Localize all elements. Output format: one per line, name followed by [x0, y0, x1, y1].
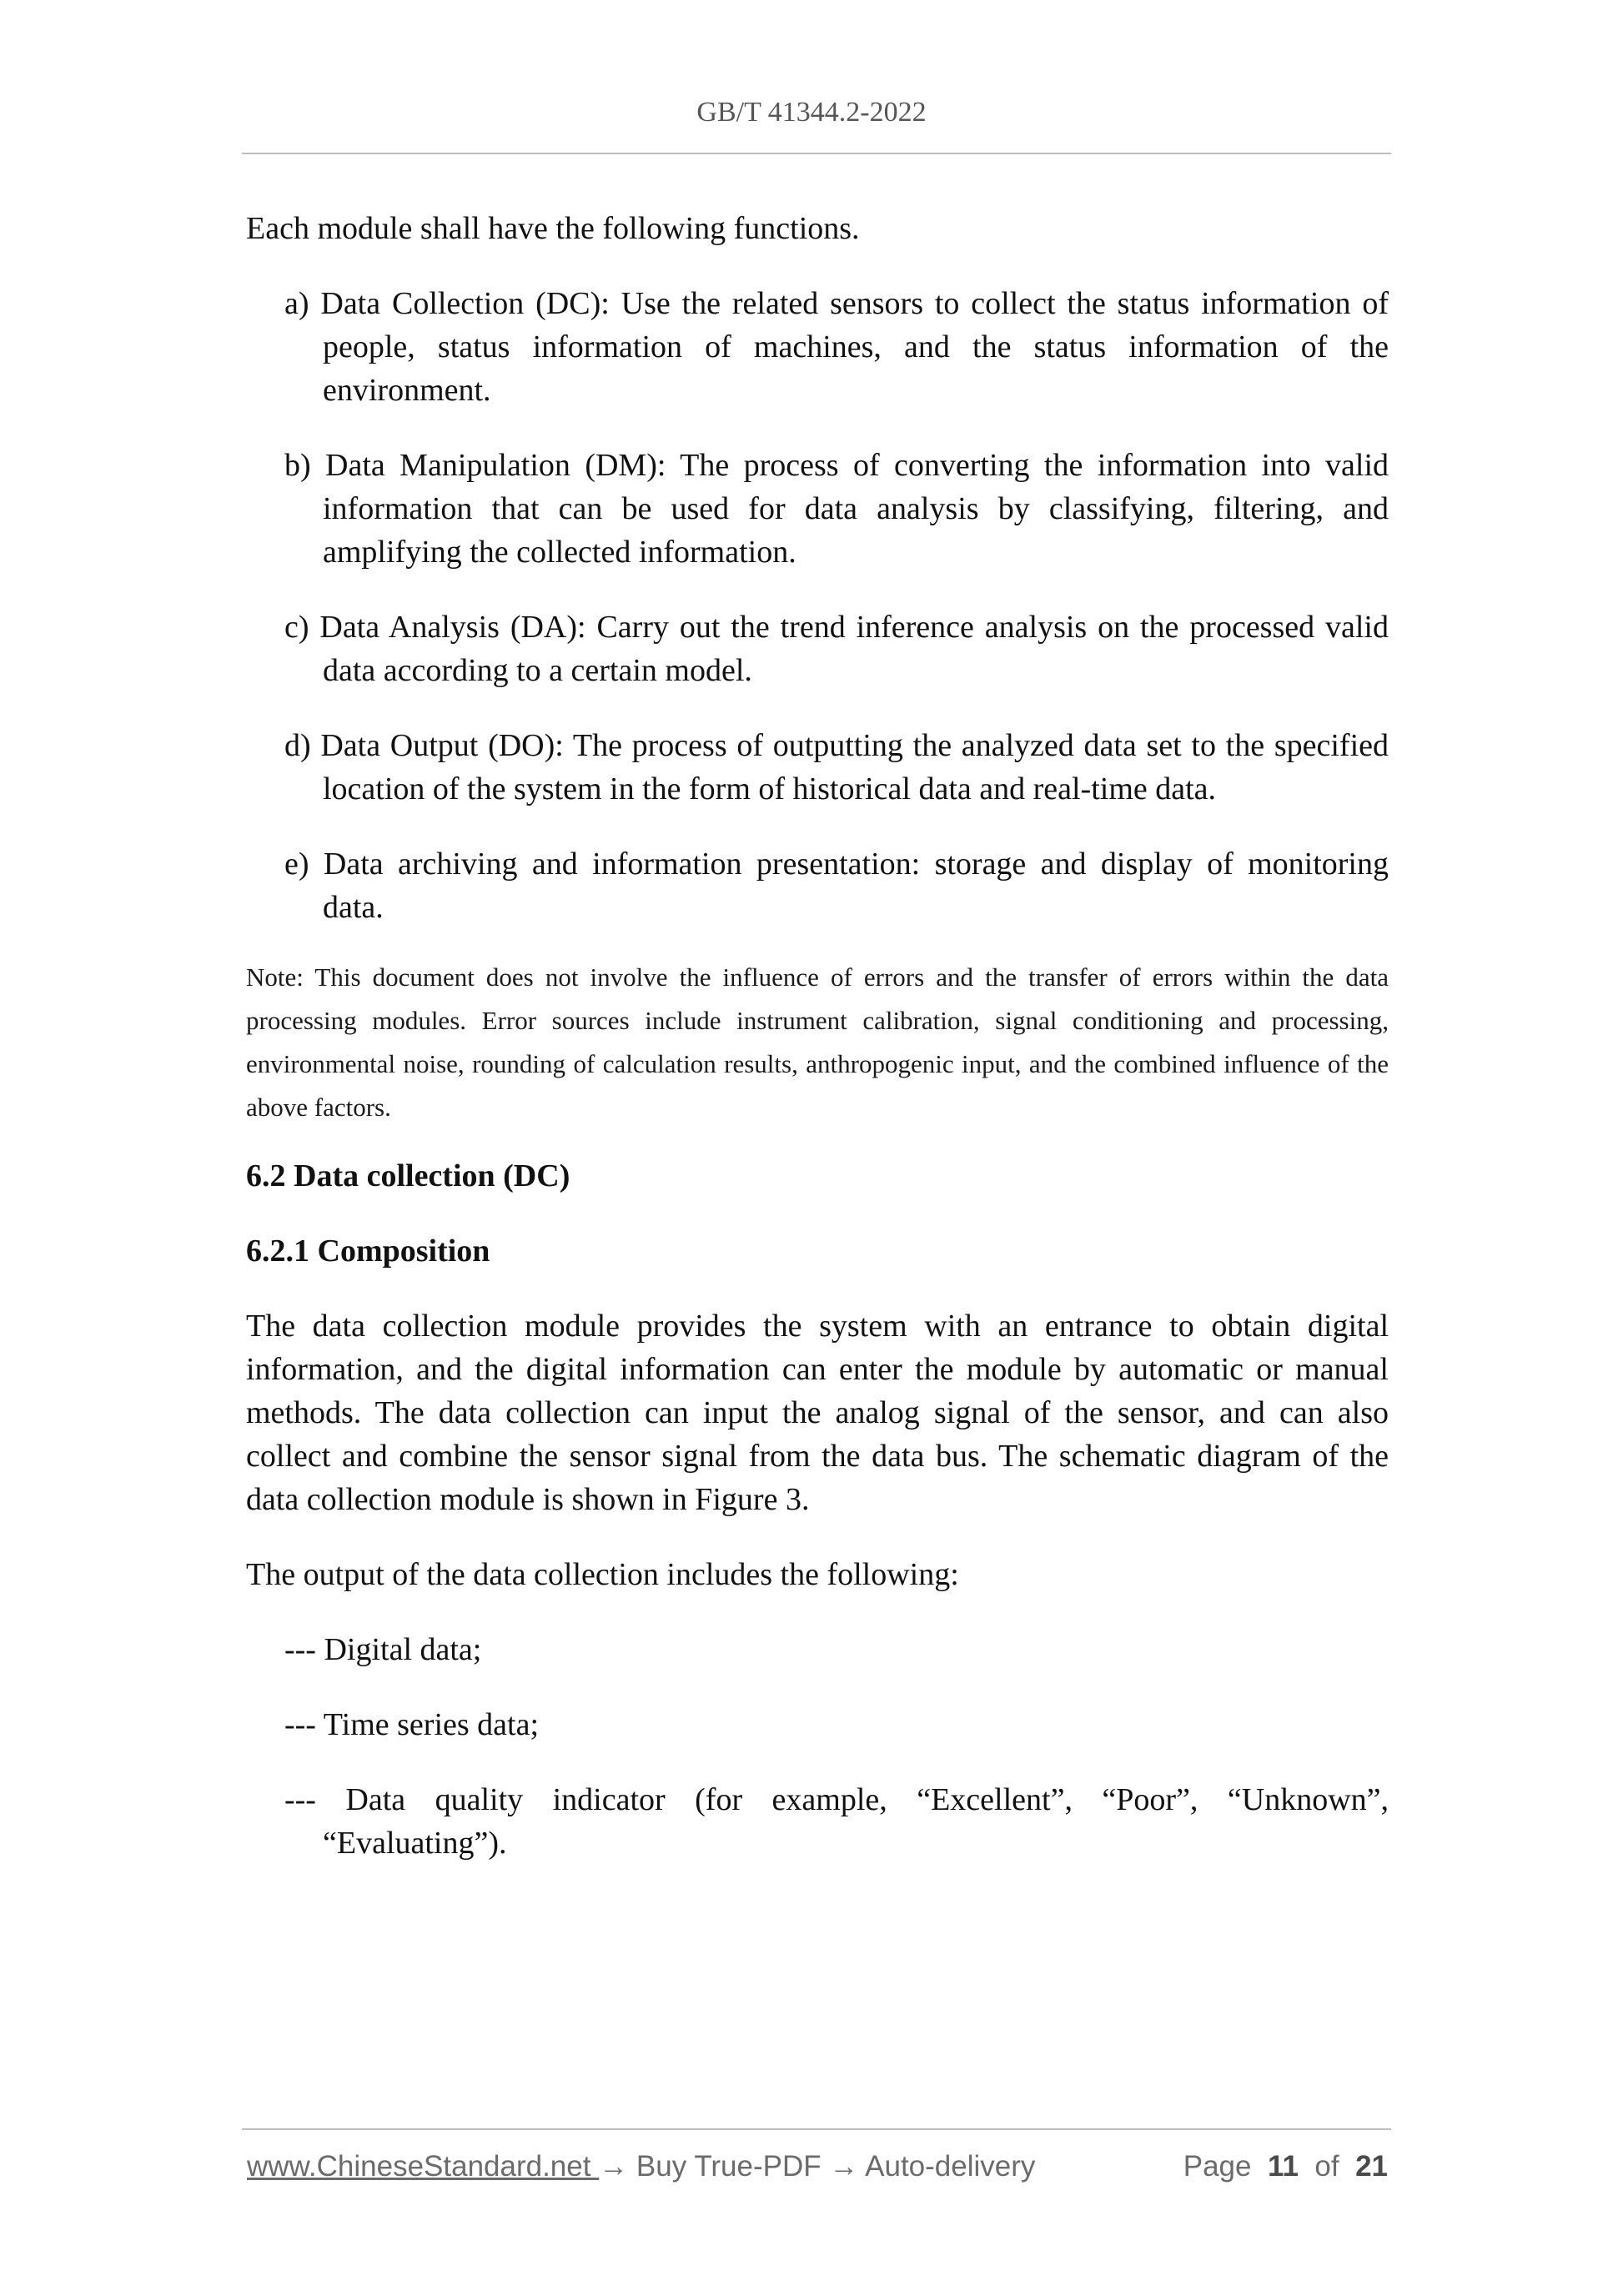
footer-promo: [247, 2150, 1035, 2183]
page-label: Page: [1183, 2150, 1252, 2183]
note-paragraph: Note: This document does not involve the influence of errors and the transfer of errors within the data processing modules. Error sources include instrument calibration, signal conditioning and processing, environmental noise, rounding of calculation results, anthropogenic input, and the combined influence of the above factors.: [246, 962, 1389, 1122]
output-item-digital: --- Digital data;: [284, 1632, 482, 1667]
footer-rule: [242, 2128, 1391, 2130]
website-link[interactable]: www.ChineseStandard.net: [247, 2150, 600, 2183]
page-footer: [247, 2150, 1389, 2192]
function-item-da: c) Data Analysis (DA): Carry out the trend inference analysis on the processed valid data according to a certain model.: [284, 610, 1389, 688]
function-item-do: d) Data Output (DO): The process of outputting the analyzed data set to the specified location of the system in the form of historical data and real-time data.: [284, 728, 1389, 806]
page-number: [1183, 2150, 1388, 2183]
page-current: 11: [1267, 2150, 1299, 2183]
function-item-dc: a) Data Collection (DC): Use the related sensors to collect the status information of people, status information of machines, and the status information of the environment.: [284, 286, 1389, 408]
document-body: [246, 207, 1389, 1897]
section-heading-6-2-1: 6.2.1 Composition: [246, 1233, 490, 1269]
page-total: 21: [1355, 2150, 1388, 2183]
output-item-time-series: --- Time series data;: [284, 1707, 540, 1742]
output-item-quality-indicator: --- Data quality indicator (for example, “Excellent”, “Poor”, “Unknown”, “Evaluating”).: [284, 1782, 1389, 1861]
function-item-dm: b) Data Manipulation (DM): The process of converting the information into valid information that can be used for data analysis by classifying, filtering, and amplifying the collected information.: [284, 448, 1389, 570]
document-header-id: GB/T 41344.2-2022: [696, 97, 927, 128]
intro-paragraph: Each module shall have the following functions.: [246, 211, 860, 246]
arrow-right-icon: →: [829, 2150, 859, 2183]
section-heading-6-2: 6.2 Data collection (DC): [246, 1158, 570, 1193]
header-rule: [242, 153, 1391, 154]
page-of-label: of: [1314, 2150, 1339, 2183]
buy-pdf-text: Buy True-PDF: [628, 2150, 830, 2183]
arrow-right-icon: →: [599, 2150, 629, 2183]
composition-paragraph: The data collection module provides the system with an entrance to obtain digital information, and the digital information can enter the module by automatic or manual methods. The data collection can input the analog signal of the sensor, and can also collect and combine the sensor signal from the data bus. The schematic diagram of the data collection module is shown in Figure 3.: [246, 1309, 1389, 1517]
auto-delivery-text: Auto-delivery: [858, 2150, 1036, 2183]
function-item-archiving: e) Data archiving and information presentation: storage and display of monitoring data.: [284, 847, 1389, 925]
output-intro-paragraph: The output of the data collection includes the following:: [246, 1557, 959, 1592]
